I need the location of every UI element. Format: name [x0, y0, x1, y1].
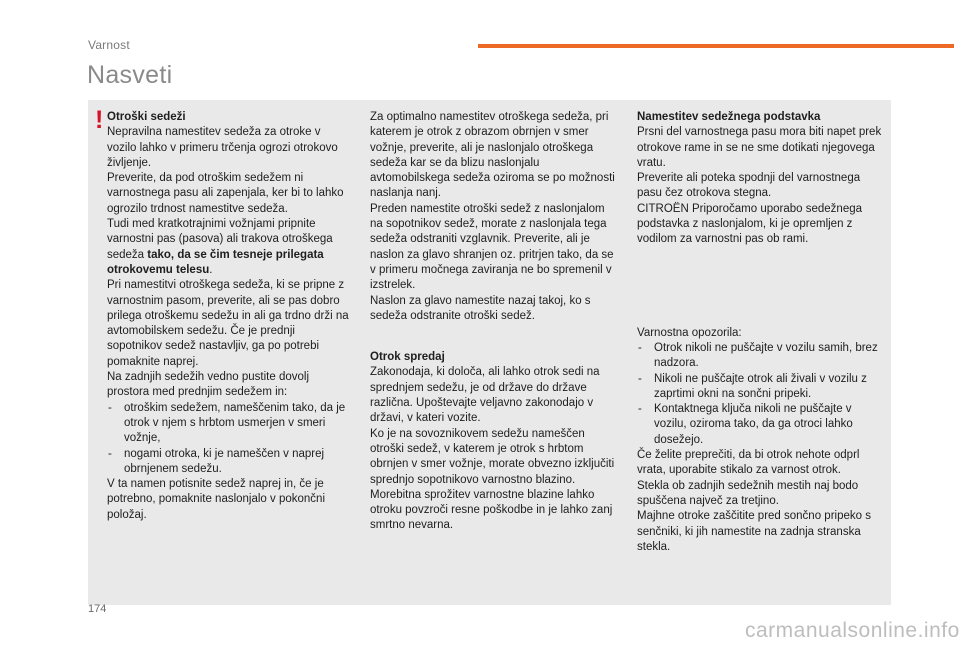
accent-bar	[478, 44, 954, 48]
page-title: Nasveti	[87, 61, 173, 89]
paragraph: Stekla ob zadnjih sedežnih mestih naj bodo spuščena največ za tretjino.	[637, 479, 859, 507]
paragraph: CITROËN Priporočamo uporabo sedežnega podstavka z naslonjalom, ki je opremljen z vodilom za varnostni pas ob rami.	[637, 202, 863, 246]
child-front-heading: Otrok spredaj	[370, 351, 445, 364]
paragraph: Zakonodaja, ki določa, ali lahko otrok sedi na sprednjem sedežu, je od države do države različna. Upoštevajte veljavno zakonodajo v državi, v kateri vozite.	[370, 366, 600, 425]
booster-heading: Namestitev sedežnega podstavka	[637, 111, 821, 123]
page-number: 174	[88, 603, 107, 615]
paragraph: Naslon za glavo namestite nazaj takoj, ko s sedeža odstranite otroški sedež.	[370, 294, 591, 322]
paragraph: Ko je na sovoznikovem sedežu nameščen otroški sedež, v katerem je otrok s hrbtom obrnjen v smer vožnje, morate obvezno izključiti sprednjo sopotnikovo varnostno blazino. Morebitna sprožitev varnostne blazine lahko otroku povzroči resne poškodbe in je lahko zanj smrtno nevarna.	[370, 427, 615, 532]
child-seats-heading: Otroški sedeži	[107, 111, 186, 123]
exclamation-icon: !	[95, 106, 104, 134]
column-child-seats	[107, 110, 352, 523]
spacer	[637, 248, 887, 326]
paragraph	[107, 217, 352, 278]
list-item: - Kontaktnega ključa nikoli ne puščajte v vozilu, oziroma tako, da ga otroci lahko dosežejo.	[637, 402, 887, 448]
paragraph: Prsni del varnostnega pasu mora biti napet prek otrokove rame in se ne sme dotikati njegovega vratu.	[637, 126, 882, 169]
watermark: carmanualsonline.info	[745, 619, 960, 642]
paragraph: V ta namen potisnite sedež naprej in, če je potrebno, pomaknite naslonjalo v pokončni položaj.	[107, 478, 326, 521]
bold-text: tako, da se čim tesneje prilegata otrokovemu telesu	[107, 248, 324, 276]
paragraph: Varnostna opozorila:	[637, 326, 742, 339]
paragraph: Preverite ali poteka spodnji del varnostnega pasu čez otrokova stegna.	[637, 172, 861, 200]
list-item: - nogami otroka, ki je nameščen v naprej obrnjenem sedežu.	[107, 447, 352, 478]
list-item: - otroškim sedežem, nameščenim tako, da je otrok v njem s hrbtom usmerjen v smeri vožnje,	[107, 401, 352, 447]
column-booster-seat	[637, 110, 887, 555]
paragraph: Za optimalno namestitev otroškega sedeža, pri katerem je otrok z obrazom obrnjen v smer vožnje, preverite, ali je naslonjalo otroškega sedeža kar se da blizu naslonjalu avtomobilskega sedeža oziroma se po možnosti naslanja nanj.	[370, 111, 615, 200]
spacer	[370, 324, 620, 350]
paragraph: Pri namestitvi otroškega sedeža, ki se pripne z varnostnim pasom, preverite, ali se pas dobro prilega otroškemu sedežu in ali ga trdno drži na avtomobilskem sedežu. Če je prednji sopotnikov sedež nastavljiv, ga po potrebi pomaknite naprej.	[107, 279, 349, 368]
section-label: Varnost	[88, 38, 130, 52]
paragraph: Majhne otroke zaščitite pred sončno pripeko s senčniki, ki jih namestite na zadnja stranska stekla.	[637, 510, 871, 553]
paragraph: Nepravilna namestitev sedeža za otroke v vozilo lahko v primeru trčenja ogrozi otrokovo življenje.	[107, 126, 338, 169]
text-span: Tudi med kratkotrajnimi vožnjami pripnite varnostni pas (pasova) ali trakova otroškega sedeža	[107, 218, 333, 261]
text-span: .	[209, 263, 213, 276]
paragraph: Če želite preprečiti, da bi otrok nehote odprl vrata, uporabite stikalo za varnost otrok.	[637, 449, 860, 477]
column-front-seat	[370, 110, 620, 534]
paragraph: Na zadnjih sedežih vedno pustite dovolj prostora med prednjim sedežem in:	[107, 371, 310, 399]
list-item: - Nikoli ne puščajte otrok ali živali v vozilu z zaprtimi okni na sončni pripeki.	[637, 372, 887, 403]
list-item: - Otrok nikoli ne puščajte v vozilu samih, brez nadzora.	[637, 341, 887, 372]
paragraph: Preverite, da pod otroškim sedežem ni varnostnega pasu ali zapenjala, ker bi to lahko ogrozilo trdnost namestitve sedeža.	[107, 172, 344, 215]
paragraph: Preden namestite otroški sedež z naslonjalom na sopotnikov sedež, morate z naslonjala tega sedeža odstraniti vzglavnik. Preverite, ali je naslon za glavo shranjen oz. pritrjen tako, da se v primeru močnega zaviranja ne bo spremenil v izstrelek.	[370, 202, 614, 292]
